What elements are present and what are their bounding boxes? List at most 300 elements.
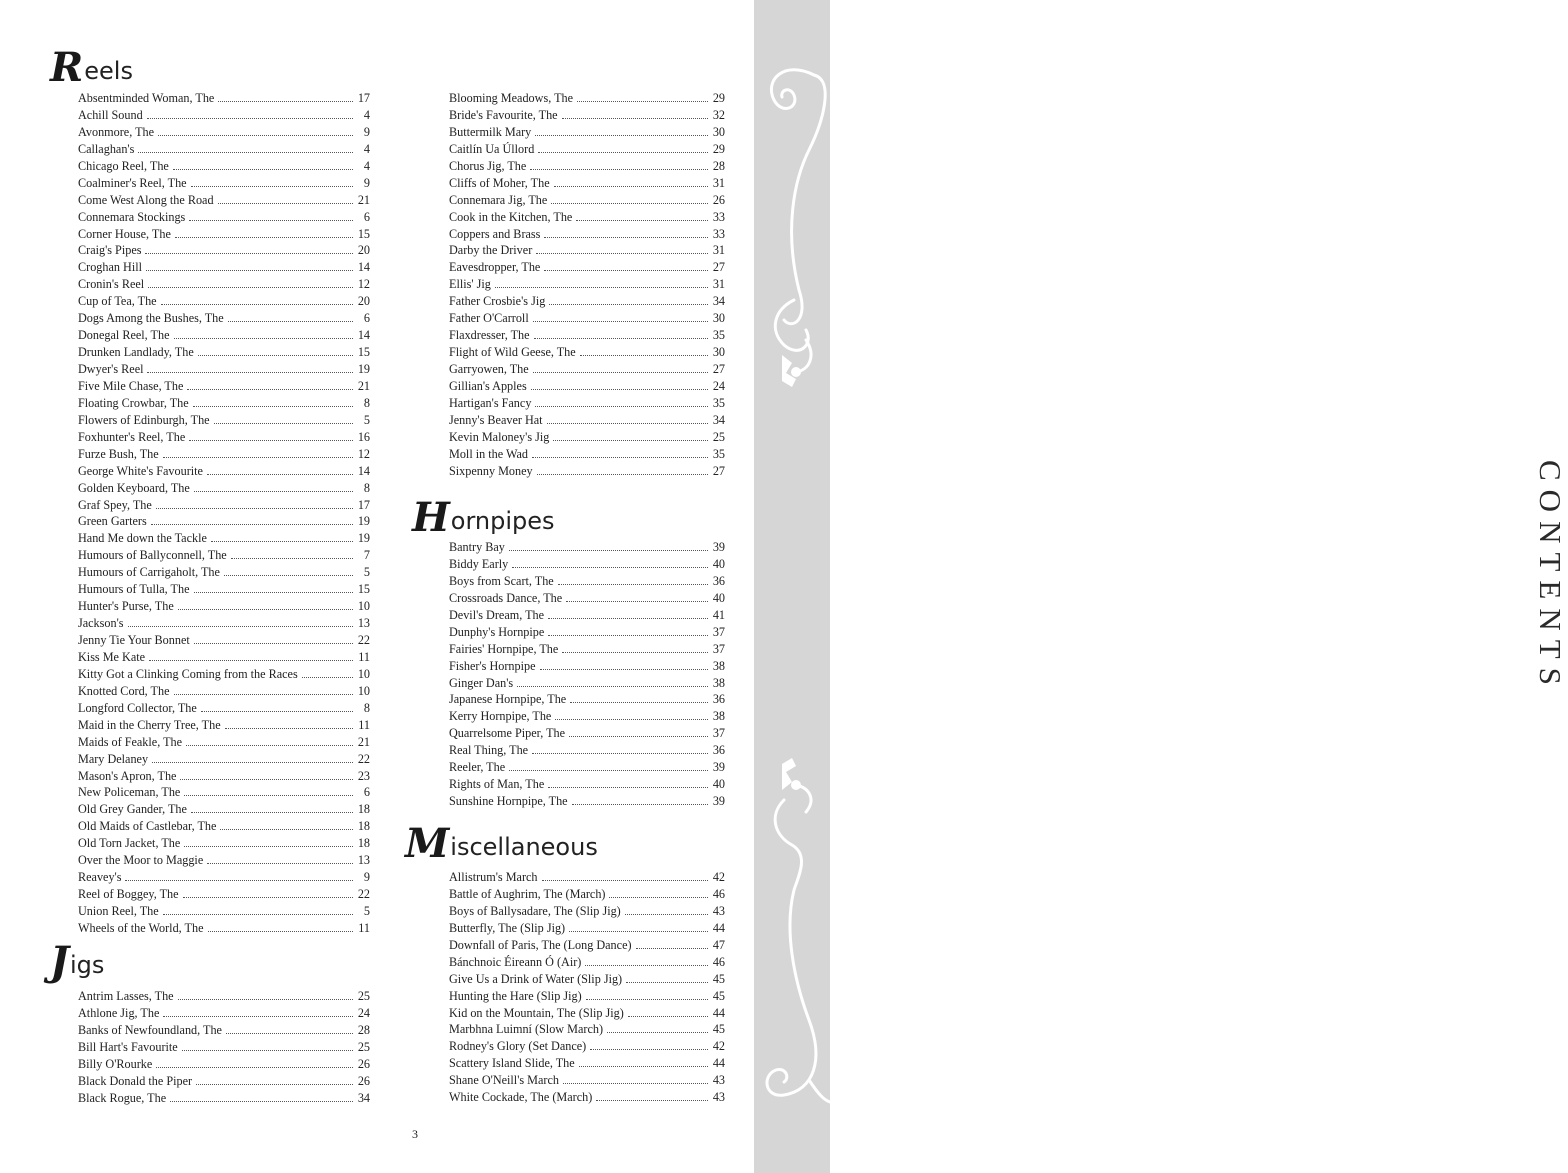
toc-entry-title: Devil's Dream, The <box>449 607 545 622</box>
dot-leader <box>156 498 353 509</box>
toc-entry-title: Hunting the Hare (Slip Jig) <box>449 988 582 1003</box>
toc-entry-title: Fairies' Hornpipe, The <box>449 641 559 656</box>
dot-leader <box>211 531 353 542</box>
toc-entry <box>449 988 725 1005</box>
toc-entry-title: Garryowen, The <box>449 362 529 376</box>
section-title-miscellaneous: M iscellaneous <box>405 820 598 867</box>
dot-leader <box>224 565 353 576</box>
toc-entry <box>78 293 370 310</box>
dot-leader <box>517 676 708 687</box>
dot-leader <box>194 582 353 593</box>
dot-leader <box>535 396 708 407</box>
dot-leader <box>225 718 353 729</box>
dot-leader <box>174 328 354 339</box>
toc-entry <box>449 539 725 556</box>
section-title-jigs: J igs <box>50 938 105 985</box>
toc-entry-title: Craig's Pipes <box>78 243 142 258</box>
toc-entry <box>449 556 725 573</box>
toc-entry <box>78 141 370 158</box>
toc-entry-title: Bantry Bay <box>449 540 505 554</box>
toc-entry-page: 26 <box>357 1056 370 1071</box>
toc-entry-title: Mason's Apron, The <box>78 768 177 783</box>
toc-entry-title: Battle of Aughrim, The (March) <box>449 886 606 901</box>
toc-entry-title: Longford Collector, The <box>78 700 197 715</box>
toc-entry <box>78 886 370 903</box>
toc-entry-page: 19 <box>357 531 370 546</box>
dot-leader <box>569 921 708 932</box>
dot-leader <box>152 752 353 763</box>
toc-entry-title: Hunter's Purse, The <box>78 599 174 614</box>
dot-leader <box>158 125 353 136</box>
toc-entry-title: Darby the Driver <box>449 243 533 258</box>
dot-leader <box>636 938 708 949</box>
toc-entry <box>78 327 370 344</box>
toc-entry <box>449 1072 725 1089</box>
toc-entry-page: 34 <box>357 1090 370 1105</box>
toc-entry <box>78 801 370 818</box>
toc-entry <box>78 90 370 107</box>
toc-entry <box>449 310 725 327</box>
dot-leader <box>128 616 353 627</box>
dot-leader <box>586 989 708 1000</box>
toc-entry-title: Athlone Jig, The <box>78 1005 160 1020</box>
toc-entry-title: Banks of Newfoundland, The <box>78 1022 222 1037</box>
toc-entry-title: Donegal Reel, The <box>78 328 170 343</box>
toc-entry-title: Golden Keyboard, The <box>78 480 190 495</box>
toc-entry-page: 27 <box>712 260 725 275</box>
dot-leader <box>551 193 708 204</box>
toc-entry-title: Kiss Me Kate <box>78 649 146 664</box>
toc-entry <box>449 691 725 708</box>
toc-entry <box>78 903 370 920</box>
dot-leader <box>548 608 708 619</box>
toc-entry-title: Old Grey Gander, The <box>78 802 187 817</box>
toc-entry-page: 12 <box>357 277 370 292</box>
toc-entry-page: 38 <box>712 709 725 724</box>
toc-entry-title: Humours of Ballyconnell, The <box>78 548 227 563</box>
dot-leader <box>191 176 353 187</box>
toc-entry-page: 11 <box>358 920 370 935</box>
toc-entry-title: Jenny's Beaver Hat <box>449 412 543 427</box>
toc-entry-title: Connemara Stockings <box>78 209 186 224</box>
toc-entry-page: 42 <box>712 870 725 884</box>
dot-leader <box>540 659 709 670</box>
toc-entry-title: Jenny Tie Your Bonnet <box>78 633 190 647</box>
decorative-initial: R <box>50 44 84 91</box>
toc-entry <box>78 1090 370 1107</box>
dot-leader <box>576 210 708 221</box>
toc-entry-page: 9 <box>363 870 370 885</box>
dot-leader <box>535 125 708 136</box>
dot-leader <box>170 1091 353 1102</box>
dot-leader <box>533 311 708 322</box>
jigs-list-continued <box>449 90 725 480</box>
toc-entry <box>78 158 370 175</box>
toc-entry-title: Japanese Hornpipe, The <box>449 692 567 707</box>
toc-entry <box>449 954 725 971</box>
toc-entry-page: 30 <box>712 345 725 360</box>
toc-entry <box>78 784 370 801</box>
toc-entry-page: 35 <box>712 395 725 410</box>
dot-leader <box>189 210 353 221</box>
toc-entry <box>449 869 725 886</box>
toc-entry-page: 33 <box>712 226 725 241</box>
toc-entry <box>78 920 370 937</box>
dot-leader <box>220 819 353 830</box>
toc-entry <box>449 463 725 480</box>
toc-entry-page: 9 <box>363 124 370 139</box>
dot-leader <box>555 709 708 720</box>
dot-leader <box>532 447 708 458</box>
dot-leader <box>186 735 353 746</box>
toc-entry-page: 41 <box>712 607 725 622</box>
toc-entry-page: 4 <box>363 107 370 122</box>
toc-entry-page: 23 <box>357 768 370 783</box>
toc-entry-title: Hartigan's Fancy <box>449 395 532 410</box>
toc-entry <box>78 1039 370 1056</box>
dot-leader <box>548 625 708 636</box>
toc-entry-title: Jackson's <box>78 616 124 631</box>
toc-entry-page: 6 <box>363 785 370 800</box>
toc-entry <box>78 751 370 768</box>
toc-entry-title: Father O'Carroll <box>449 311 529 326</box>
toc-entry-page: 4 <box>363 141 370 156</box>
toc-entry-page: 10 <box>357 683 370 698</box>
toc-entry-title: Absentminded Woman, The <box>78 91 215 105</box>
toc-entry <box>449 971 725 988</box>
toc-entry-page: 17 <box>357 497 370 512</box>
toc-entry-page: 6 <box>363 209 370 224</box>
dot-leader <box>198 345 353 356</box>
toc-entry-title: Buttermilk Mary <box>449 124 532 139</box>
dot-leader <box>207 464 353 475</box>
dot-leader <box>147 362 353 373</box>
toc-entry-page: 22 <box>357 633 370 647</box>
toc-entry-title: Sunshine Hornpipe, The <box>449 794 568 809</box>
dot-leader <box>228 311 353 322</box>
toc-entry-page: 34 <box>712 412 725 427</box>
toc-entry-title: Eavesdropper, The <box>449 260 541 275</box>
toc-entry <box>449 776 725 793</box>
toc-entry-title: Blooming Meadows, The <box>449 91 574 105</box>
toc-entry <box>449 937 725 954</box>
toc-entry-page: 34 <box>712 294 725 309</box>
toc-entry-page: 29 <box>712 91 725 105</box>
toc-entry-page: 44 <box>712 920 725 935</box>
toc-entry-page: 21 <box>357 192 370 207</box>
toc-entry-page: 7 <box>363 548 370 563</box>
toc-entry-title: Crossroads Dance, The <box>449 590 563 605</box>
toc-entry <box>449 742 725 759</box>
toc-entry-page: 4 <box>363 158 370 173</box>
dot-leader <box>607 1022 708 1033</box>
toc-entry-page: 11 <box>358 649 370 664</box>
toc-entry-title: Fisher's Hornpipe <box>449 658 536 673</box>
dot-leader <box>180 769 353 780</box>
toc-entry-title: Maids of Feakle, The <box>78 734 183 749</box>
toc-entry-title: Cliffs of Moher, The <box>449 175 550 190</box>
toc-entry <box>78 480 370 497</box>
toc-entry-page: 37 <box>712 624 725 639</box>
toc-entry <box>449 124 725 141</box>
toc-entry-page: 35 <box>712 328 725 343</box>
dot-leader <box>145 243 353 254</box>
contents-vertical-label: CONTENTS <box>1533 460 1568 694</box>
toc-entry <box>449 675 725 692</box>
page-number: 3 <box>412 1127 418 1141</box>
toc-entry <box>78 175 370 192</box>
toc-entry-title: Chorus Jig, The <box>449 158 527 173</box>
toc-entry <box>449 141 725 158</box>
dot-leader <box>226 1023 353 1034</box>
toc-entry <box>449 361 725 378</box>
toc-entry <box>449 259 725 276</box>
dot-leader <box>208 921 354 932</box>
toc-entry-title: Rights of Man, The <box>449 777 545 792</box>
toc-entry-title: Ellis' Jig <box>449 277 491 292</box>
toc-entry-title: Rodney's Glory (Set Dance) <box>449 1039 587 1054</box>
toc-entry <box>78 513 370 530</box>
toc-entry-page: 46 <box>712 886 725 901</box>
toc-entry <box>78 1022 370 1039</box>
toc-entry <box>78 395 370 412</box>
dot-leader <box>570 692 708 703</box>
toc-entry-title: Real Thing, The <box>449 743 529 758</box>
toc-entry <box>78 869 370 886</box>
dot-leader <box>207 853 353 864</box>
toc-entry-page: 30 <box>712 124 725 139</box>
toc-entry <box>449 658 725 675</box>
toc-entry-title: Cup of Tea, The <box>78 294 157 309</box>
toc-entry-page: 13 <box>357 616 370 631</box>
toc-entry <box>449 293 725 310</box>
toc-entry-page: 36 <box>712 692 725 707</box>
toc-entry-page: 39 <box>712 760 725 775</box>
toc-entry-page: 13 <box>357 853 370 868</box>
dot-leader <box>191 802 353 813</box>
dot-leader <box>585 955 708 966</box>
dot-leader <box>189 430 353 441</box>
toc-entry-title: George White's Favourite <box>78 463 203 478</box>
dot-leader <box>187 379 353 390</box>
dot-leader <box>201 701 353 712</box>
toc-entry-page: 5 <box>363 904 370 918</box>
dot-leader <box>609 887 708 898</box>
toc-entry-title: Floating Crowbar, The <box>78 395 189 410</box>
toc-entry-page: 22 <box>357 887 370 902</box>
toc-entry-title: Avonmore, The <box>78 124 155 139</box>
toc-entry-page: 44 <box>712 1056 725 1071</box>
toc-entry-title: Flight of Wild Geese, The <box>449 345 576 360</box>
toc-entry-title: Biddy Early <box>449 556 509 571</box>
section-title-hornpipes: H ornpipes <box>412 494 555 541</box>
toc-entry-page: 15 <box>357 345 370 360</box>
dot-leader <box>590 1039 708 1050</box>
dot-leader <box>569 726 708 737</box>
toc-entry-page: 46 <box>712 954 725 969</box>
toc-entry <box>449 327 725 344</box>
toc-entry <box>78 988 370 1005</box>
toc-entry-page: 20 <box>357 294 370 309</box>
toc-entry-page: 40 <box>712 556 725 571</box>
dot-leader <box>530 159 708 170</box>
toc-entry-title: Downfall of Paris, The (Long Dance) <box>449 937 632 952</box>
toc-entry-title: Kevin Maloney's Jig <box>449 429 550 444</box>
toc-entry <box>78 734 370 751</box>
toc-entry <box>78 107 370 124</box>
toc-entry <box>449 90 725 107</box>
toc-entry-page: 22 <box>357 751 370 766</box>
dot-leader <box>178 989 353 1000</box>
toc-entry-title: Cook in the Kitchen, The <box>449 209 573 224</box>
toc-entry-title: Reeler, The <box>449 760 506 775</box>
toc-entry <box>78 581 370 598</box>
toc-entry <box>78 683 370 700</box>
toc-entry-page: 24 <box>712 378 725 393</box>
dot-leader <box>628 1006 708 1017</box>
toc-entry-page: 38 <box>712 675 725 690</box>
toc-entry <box>449 1038 725 1055</box>
dot-leader <box>148 277 353 288</box>
toc-entry <box>78 276 370 293</box>
toc-entry-title: Furze Bush, The <box>78 446 159 461</box>
hornpipes-list <box>449 539 725 810</box>
dot-leader <box>218 91 353 102</box>
toc-entry-title: Old Torn Jacket, The <box>78 836 181 851</box>
reels-list <box>78 90 370 937</box>
toc-entry <box>78 598 370 615</box>
toc-entry-title: Humours of Carrigaholt, The <box>78 565 220 580</box>
dot-leader <box>566 591 708 602</box>
dot-leader <box>231 548 353 559</box>
toc-entry <box>78 530 370 547</box>
dot-leader <box>495 277 708 288</box>
toc-entry <box>78 818 370 835</box>
toc-entry-page: 28 <box>712 158 725 173</box>
toc-entry-page: 18 <box>357 819 370 834</box>
toc-entry <box>449 209 725 226</box>
toc-entry-title: Moll in the Wad <box>449 446 529 461</box>
toc-entry <box>449 903 725 920</box>
toc-entry-page: 44 <box>712 1005 725 1020</box>
toc-entry <box>449 886 725 903</box>
toc-entry-title: Cronin's Reel <box>78 277 145 292</box>
toc-entry-title: Dwyer's Reel <box>78 362 144 376</box>
toc-entry-title: Ginger Dan's <box>449 675 514 690</box>
dot-leader <box>572 794 708 805</box>
dot-leader <box>218 193 353 204</box>
toc-entry-page: 26 <box>357 1073 370 1088</box>
toc-entry-title: Flaxdresser, The <box>449 328 530 343</box>
toc-entry-title: Maid in the Cherry Tree, The <box>78 717 221 732</box>
toc-entry-page: 36 <box>712 573 725 588</box>
toc-entry-page: 9 <box>363 175 370 190</box>
dot-leader <box>562 108 708 119</box>
dot-leader <box>193 396 353 407</box>
toc-entry-page: 21 <box>357 378 370 393</box>
dot-leader <box>532 743 708 754</box>
toc-entry-page: 8 <box>363 480 370 495</box>
toc-entry <box>449 446 725 463</box>
toc-entry <box>449 920 725 937</box>
dot-leader <box>542 870 708 881</box>
toc-entry-page: 8 <box>363 395 370 410</box>
dot-leader <box>146 260 353 271</box>
dot-leader <box>163 904 353 915</box>
toc-entry-title: Boys from Scart, The <box>449 573 554 588</box>
dot-leader <box>138 142 353 153</box>
dot-leader <box>596 1090 708 1101</box>
dot-leader <box>178 599 353 610</box>
toc-entry-page: 31 <box>712 175 725 190</box>
dot-leader <box>558 574 708 585</box>
toc-entry-page: 31 <box>712 277 725 292</box>
toc-entry-page: 39 <box>712 540 725 554</box>
toc-entry-page: 39 <box>712 794 725 809</box>
toc-entry-page: 10 <box>357 599 370 614</box>
toc-entry-page: 40 <box>712 777 725 792</box>
dot-leader <box>183 887 353 898</box>
toc-entry <box>78 361 370 378</box>
toc-entry-title: Coalminer's Reel, The <box>78 175 187 190</box>
celtic-scroll-ornament-icon <box>754 0 830 1173</box>
dot-leader <box>580 345 708 356</box>
toc-entry <box>78 378 370 395</box>
toc-entry <box>449 412 725 429</box>
dot-leader <box>184 836 353 847</box>
toc-entry-page: 31 <box>712 243 725 258</box>
toc-entry <box>78 192 370 209</box>
toc-entry-title: Foxhunter's Reel, The <box>78 429 186 444</box>
toc-entry <box>78 429 370 446</box>
toc-entry-title: Union Reel, The <box>78 904 159 918</box>
toc-entry-page: 5 <box>363 565 370 580</box>
toc-entry-page: 18 <box>357 836 370 851</box>
toc-entry <box>449 793 725 810</box>
toc-entry <box>78 1073 370 1090</box>
toc-entry-page: 27 <box>712 362 725 376</box>
toc-entry <box>78 852 370 869</box>
toc-entry-title: Over the Moor to Maggie <box>78 853 204 868</box>
toc-entry-title: Billy O'Rourke <box>78 1056 153 1071</box>
toc-entry-page: 45 <box>712 1022 725 1037</box>
toc-entry-page: 24 <box>357 1005 370 1020</box>
toc-entry-page: 37 <box>712 641 725 656</box>
dot-leader <box>173 159 353 170</box>
toc-entry-title: Marbhna Luimní (Slow March) <box>449 1022 604 1037</box>
toc-entry <box>449 344 725 361</box>
toc-entry-page: 14 <box>357 328 370 343</box>
toc-entry-page: 43 <box>712 1090 725 1105</box>
dot-leader <box>544 227 708 238</box>
toc-entry-title: Reel of Boggey, The <box>78 887 179 902</box>
toc-entry <box>78 717 370 734</box>
toc-entry-title: Bride's Favourite, The <box>449 107 558 122</box>
toc-entry-title: Antrim Lasses, The <box>78 989 174 1003</box>
dot-leader <box>626 972 708 983</box>
toc-entry-page: 15 <box>357 226 370 241</box>
dot-leader <box>544 260 708 271</box>
dot-leader <box>625 904 708 915</box>
toc-entry <box>449 378 725 395</box>
toc-entry <box>78 209 370 226</box>
dot-leader <box>509 760 708 771</box>
toc-entry-page: 19 <box>357 514 370 529</box>
toc-entry-page: 16 <box>357 429 370 444</box>
toc-entry-page: 45 <box>712 971 725 986</box>
toc-entry <box>78 446 370 463</box>
toc-entry <box>78 1056 370 1073</box>
